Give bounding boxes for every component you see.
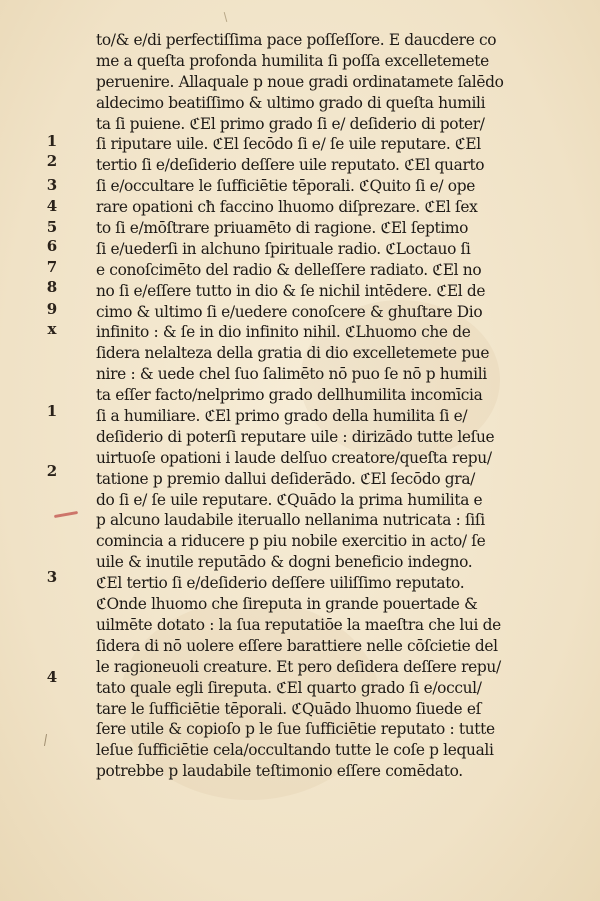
text-line: me a queſta profonda humilita ſi poſſa excelletemete bbox=[96, 51, 489, 70]
body-text bbox=[96, 30, 536, 782]
text-line: ſidera nelalteza della gratia di dio excelletemete pue bbox=[96, 344, 490, 363]
margin-number: 1 bbox=[46, 132, 58, 150]
text-line: no ſi e/eſſere tutto in dio & ſe nichil intēdere. ℭEl de bbox=[96, 281, 486, 300]
margin-number: 9 bbox=[46, 300, 58, 318]
margin-number: 2 bbox=[46, 462, 58, 480]
text-line: peruenire. Allaquale p noue gradi ordinatamete ſalēdo bbox=[96, 72, 504, 91]
text-line: e conoſcimēto del radio & delleſſere radiato. ℭEl no bbox=[96, 260, 482, 279]
text-line: cimo & ultimo ſi e/uedere conoſcere & ghuſtare Dio bbox=[96, 302, 483, 321]
margin-number: 4 bbox=[46, 197, 58, 215]
margin-number: x bbox=[47, 320, 57, 338]
text-line: tare le ſufficiētie tēporali. ℭQuādo lhuomo ſiuede eſ bbox=[96, 699, 481, 718]
text-line: ſi e/occultare le ſufficiētie tēporali. ℭQuito ſi e/ ope bbox=[96, 177, 475, 196]
text-line: comincia a riducere p piu nobile exercitio in acto/ ſe bbox=[96, 532, 486, 551]
margin-number: 3 bbox=[46, 176, 58, 194]
text-line: rare opationi cħ faccino lhuomo diſprezare. ℭEl ſex bbox=[96, 198, 478, 217]
text-line: deſiderio di poterſi reputare uile : dirizādo tutte leſue bbox=[96, 427, 495, 446]
text-line: le ragioneuoli creature. Et pero deſidera deſſere repu/ bbox=[96, 657, 501, 676]
text-line: tato quale egli ſireputa. ℭEl quarto grado ſi e/occul/ bbox=[96, 678, 482, 697]
text-line: uirtuoſe opationi i laude delſuo creatore/queſta repu/ bbox=[96, 448, 492, 467]
text-line: tatione p premio dallui deſiderādo. ℭEl ſecōdo gra/ bbox=[96, 469, 475, 488]
text-line: infinito : & ſe in dio infinito nihil. ℭLhuomo che de bbox=[96, 323, 471, 342]
text-line: ℭEl tertio ſi e/deſiderio deſſere uiliſſimo reputato. bbox=[96, 574, 465, 593]
text-line: ſi e/uederſi in alchuno ſpirituale radio. ℭLoctauo ſi bbox=[96, 239, 471, 258]
text-line: ſere utile & copioſo p le ſue ſufficiētie reputato : tutte bbox=[96, 720, 495, 739]
margin-number: 6 bbox=[46, 237, 58, 255]
text-line: tertio ſi e/deſiderio deſſere uile reputato. ℭEl quarto bbox=[96, 156, 485, 175]
margin-number: 1 bbox=[46, 402, 58, 420]
red-ink-mark bbox=[54, 511, 78, 518]
margin-number: 3 bbox=[46, 568, 58, 586]
margin-number: 8 bbox=[46, 278, 58, 296]
text-line: ta ſi puiene. ℭEl primo grado ſi e/ deſiderio di poter/ bbox=[96, 114, 485, 133]
text-line: to/& e/di perfectiſſima pace poſſeſſore. E daucdere co bbox=[96, 31, 497, 49]
text-line: ſi a humiliare. ℭEl primo grado della humilita ſi e/ bbox=[96, 407, 468, 426]
text-line: nire : & uede chel ſuo ſalimēto nō puo ſe nō p humili bbox=[96, 365, 487, 384]
margin-number: 5 bbox=[46, 218, 58, 236]
text-line: ℭOnde lhuomo che ſireputa in grande pouertade & bbox=[96, 595, 478, 614]
text-line: uilmēte dotato : la ſua reputatiōe la maeſtra che lui de bbox=[96, 615, 501, 634]
margin-number: 4 bbox=[46, 668, 58, 686]
text-line: do ſi e/ ſe uile reputare. ℭQuādo la prima humilita e bbox=[96, 490, 483, 509]
text-line: leſue ſufficiētie cela/occultando tutte le coſe p lequali bbox=[96, 741, 494, 760]
margin-number: 2 bbox=[46, 152, 58, 170]
text-line: p alcuno laudabile iteruallo nellanima nutricata : ſiſi bbox=[96, 511, 485, 530]
text-line: potrebbe p laudabile teſtimonio eſſere comēdato. bbox=[96, 762, 463, 781]
text-line: ſidera di nō uolere eſſere barattiere nelle cōſcietie del bbox=[96, 636, 498, 655]
margin-number: 7 bbox=[46, 258, 58, 276]
text-line: ta eſſer facto/nelprimo grado dellhumilita incomīcia bbox=[96, 386, 483, 405]
text-line: ſi riputare uile. ℭEl ſecōdo ſi e/ ſe uile reputare. ℭEl bbox=[96, 135, 481, 154]
text-line: aldecimo beatiſſimo & ultimo grado di queſta humili bbox=[96, 93, 486, 112]
pen-mark bbox=[44, 734, 47, 746]
text-line: to ſi e/mōſtrare priuamēto di ragione. ℭEl ſeptimo bbox=[96, 219, 469, 238]
pen-mark bbox=[224, 12, 228, 22]
text-line: uile & inutile reputādo & dogni beneficio indegno. bbox=[96, 553, 473, 572]
